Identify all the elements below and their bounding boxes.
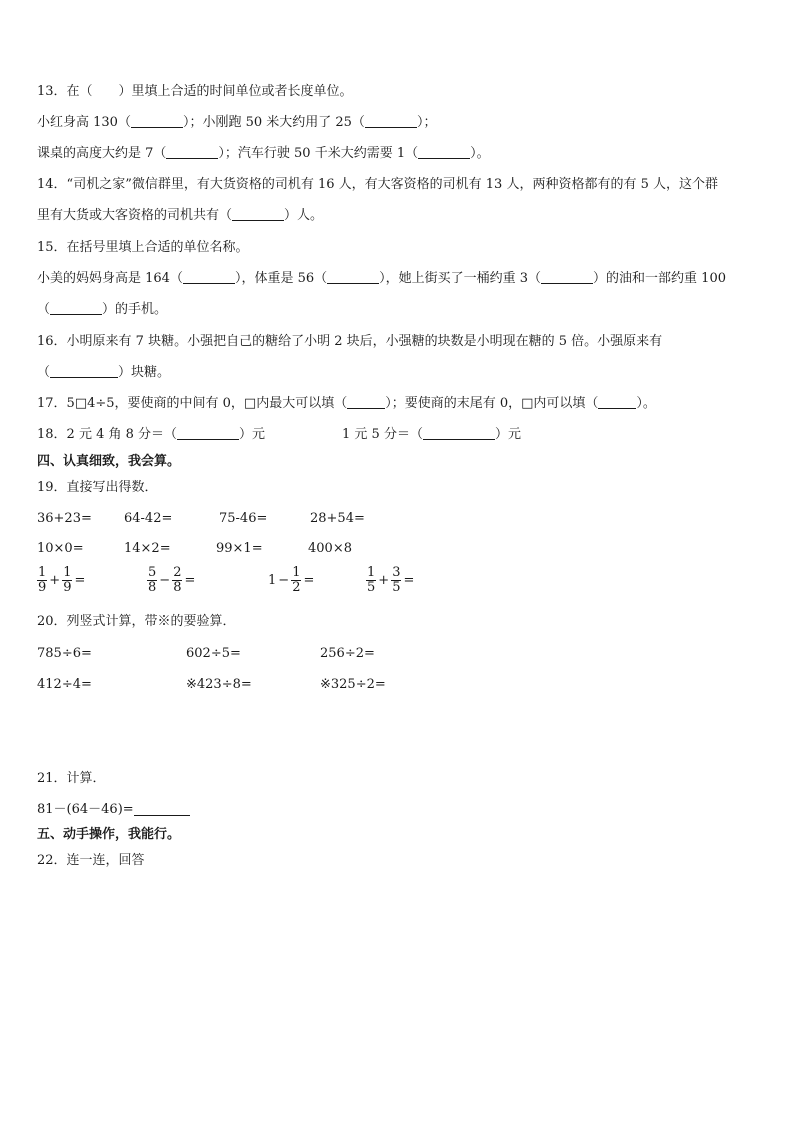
q15-l1b: ），体重是 56（ [234,271,328,286]
section-4-heading: 四、认真细致，我会算。 [37,454,181,469]
denominator: 5 [367,580,376,595]
q13-blank-3[interactable] [166,146,218,159]
q18-blank-1[interactable] [177,427,239,440]
q19-fraction-2 [147,566,197,595]
operator: − [159,573,171,588]
q14-line1: 14．“司机之家”微信群里，有大货资格的司机有 16 人，有大客资格的司机有 13 人，两种资格都有的有 5 人，这个群 [37,177,718,192]
q15-l2a: （ [37,302,51,317]
q18-a: 18．2 元 4 角 8 分＝（ [37,427,178,442]
q19-fraction-3 [268,566,316,595]
fraction [291,566,301,595]
q21-line [37,802,190,818]
q13-line2 [37,146,490,162]
q19-r2-c2: 14×2= [124,541,171,556]
q17-a: 17．5□4÷5，要使商的中间有 0，□内最大可以填（ [37,396,348,411]
numerator: 2 [173,565,182,580]
equals: = [403,573,415,588]
q13-title: 13．在（ ）里填上合适的时间单位或者长度单位。 [37,84,353,99]
fraction [366,566,376,595]
q19-r1-c2: 64-42= [124,511,173,526]
q17-c: ）。 [636,396,656,411]
fraction [147,566,157,595]
q13-l2b: ）；汽车行驶 50 千米大约需要 1（ [218,146,419,161]
q15-blank-3[interactable] [541,271,593,284]
q15-blank-2[interactable] [327,271,379,284]
q15-l2b: ）的手机。 [102,302,168,317]
q13-l1c: ）； [416,115,437,130]
numerator: 1 [63,565,72,580]
operator: − [278,573,290,588]
q20-r1-c3: 256÷2= [320,646,375,661]
q16-blank-1[interactable] [50,365,118,378]
numerator: 5 [148,565,157,580]
q15-blank-1[interactable] [183,271,235,284]
q16-l2a: （ [37,365,51,380]
q20-title: 20．列竖式计算，带※的要验算． [37,614,236,629]
section-5-heading: 五、动手操作，我能行。 [37,827,181,842]
q17-b: ）；要使商的末尾有 0，□内可以填（ [385,396,599,411]
denominator: 2 [292,580,301,595]
fraction [62,566,72,595]
fraction [172,566,182,595]
q13-blank-4[interactable] [418,146,470,159]
operator: + [378,573,390,588]
q18-blank-2[interactable] [423,427,495,440]
q13-blank-1[interactable] [131,115,183,128]
denominator: 5 [392,580,401,595]
q17-blank-2[interactable] [598,396,636,409]
q22-title: 22．连一连，回答 [37,853,145,868]
numerator: 1 [292,565,301,580]
q14-line2 [37,208,323,224]
whole-number: 1 [268,573,277,588]
q21-expression: 81－(64－46)= [37,802,134,817]
equals: = [184,573,196,588]
q15-blank-4[interactable] [50,302,102,315]
q16-line1: 16．小明原来有 7 块糖。小强把自己的糖给了小明 2 块后，小强糖的块数是小明现在糖的 5 倍。小强原来有 [37,334,663,349]
q19-fraction-1 [37,566,87,595]
fraction [391,566,401,595]
q19-fraction-4 [366,566,416,595]
q13-blank-2[interactable] [365,115,417,128]
denominator: 8 [148,580,157,595]
q13-line1 [37,115,436,131]
q19-r1-c4: 28+54= [310,511,365,526]
q19-r1-c3: 75-46= [219,511,268,526]
q13-l1b: ）；小刚跑 50 米大约用了 25（ [182,115,365,130]
q17-blank-1[interactable] [347,396,385,409]
numerator: 3 [392,565,401,580]
q18-part1 [37,427,265,443]
q19-r2-c1: 10×0= [37,541,84,556]
q19-title: 19．直接写出得数． [37,480,158,495]
q13-l1a: 小红身高 130（ [37,115,131,130]
q20-r2-c1: 412÷4= [37,677,92,692]
equals: = [74,573,86,588]
operator: + [49,573,61,588]
q18-d: ）元 [494,427,521,442]
q15-l1a: 小美的妈妈身高是 164（ [37,271,183,286]
numerator: 1 [38,565,47,580]
q13-l2c: ）。 [470,146,490,161]
q16-l2b: ）块糖。 [118,365,171,380]
q19-r1-c1: 36+23= [37,511,92,526]
q15-title: 15．在括号里填上合适的单位名称。 [37,240,249,255]
q21-answer-blank[interactable] [134,803,190,816]
q19-r2-c3: 99×1= [216,541,263,556]
q20-r2-c3: ※325÷2= [320,677,386,692]
q21-title: 21．计算． [37,771,106,786]
q15-line1 [37,271,726,287]
q14-l2a: 里有大货或大客资格的司机共有（ [37,208,233,223]
q17-line [37,396,656,412]
numerator: 1 [367,565,376,580]
q13-l2a: 课桌的高度大约是 7（ [37,146,167,161]
q15-l1c: ），她上街买了一桶约重 3（ [379,271,542,286]
denominator: 8 [173,580,182,595]
q16-line2 [37,365,170,381]
denominator: 9 [63,580,72,595]
q15-l1d: ）的油和一部约重 100 [593,271,726,286]
denominator: 9 [38,580,47,595]
q20-r1-c1: 785÷6= [37,646,92,661]
q20-r2-c2: ※423÷8= [186,677,252,692]
q15-line2 [37,302,167,318]
q19-r2-c4: 400×8 [308,541,352,556]
q20-r1-c2: 602÷5= [186,646,241,661]
q14-blank-1[interactable] [232,208,284,221]
q18-b: ）元 [239,427,266,442]
q14-l2b: ）人。 [284,208,324,223]
fraction [37,566,47,595]
q18-c: 1 元 5 分＝（ [342,427,423,442]
q18-part2 [342,427,521,443]
equals: = [303,573,315,588]
